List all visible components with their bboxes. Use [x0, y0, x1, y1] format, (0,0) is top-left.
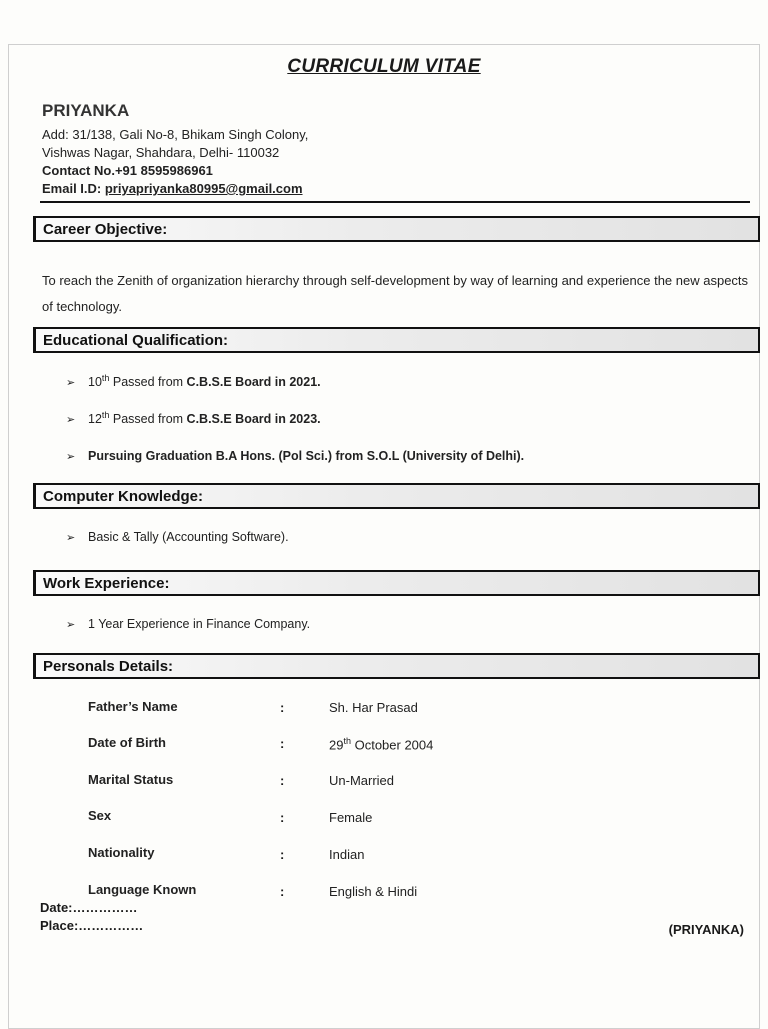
- dob-label: Date of Birth: [88, 735, 166, 750]
- dob-value: 29th October 2004: [329, 736, 434, 753]
- candidate-name: PRIYANKA: [42, 101, 130, 120]
- address-line-1: Add: 31/138, Gali No-8, Bhikam Singh Colony,: [42, 127, 309, 142]
- colon: :: [280, 773, 285, 788]
- father-name-value: Sh. Har Prasad: [329, 700, 418, 715]
- career-objective-text: To reach the Zenith of organization hierarchy through self-development by way of learning and experience the new aspects of technology.: [42, 273, 749, 314]
- section-computer-knowledge: [33, 483, 760, 509]
- signature-name: (PRIYANKA): [668, 922, 744, 937]
- colon: :: [280, 810, 285, 825]
- education-item-3: ➢ Pursuing Graduation B.A Hons. (Pol Sci.) from S.O.L (University of Delhi).: [66, 449, 525, 463]
- nationality-label: Nationality: [88, 845, 155, 860]
- language-value: English & Hindi: [329, 884, 418, 899]
- address-line-2: Vishwas Nagar, Shahdara, Delhi- 110032: [42, 145, 280, 160]
- section-career-objective: [33, 216, 760, 242]
- section-title: Personals Details:: [43, 658, 174, 675]
- place-field: Place:……………: [40, 918, 144, 933]
- father-name-label: Father’s Name: [88, 699, 178, 714]
- section-title: Computer Knowledge:: [43, 488, 203, 505]
- section-work-experience: [33, 570, 760, 596]
- marital-status-label: Marital Status: [88, 772, 174, 787]
- email-address[interactable]: priyapriyanka80995@gmail.com: [104, 181, 303, 196]
- education-item-2: ➢ 12th Passed from C.B.S.E Board in 2023.: [66, 410, 321, 427]
- work-experience-item: ➢ 1 Year Experience in Finance Company.: [66, 617, 311, 631]
- colon: :: [280, 700, 285, 715]
- computer-knowledge-item: ➢ Basic & Tally (Accounting Software).: [66, 530, 289, 544]
- marital-status-value: Un-Married: [329, 773, 395, 788]
- section-education: [33, 327, 760, 353]
- arrowhead-bullet-icon: ➢: [66, 532, 76, 544]
- sex-value: Female: [329, 810, 373, 825]
- section-title: Educational Qualification:: [43, 332, 229, 349]
- nationality-value: Indian: [329, 847, 365, 862]
- email-label: Email I.D:: [42, 181, 105, 196]
- education-item-1: ➢ 10th Passed from C.B.S.E Board in 2021.: [66, 373, 321, 390]
- section-personal-details: [33, 653, 760, 679]
- colon: :: [280, 736, 285, 751]
- language-label: Language Known: [88, 882, 197, 897]
- header-divider: [40, 201, 750, 203]
- section-title: Career Objective:: [43, 221, 168, 238]
- date-field: Date:……………: [40, 900, 138, 915]
- contact-number: Contact No.+91 8595986961: [42, 163, 213, 178]
- email-line: [42, 181, 303, 196]
- arrowhead-bullet-icon: ➢: [66, 451, 76, 463]
- sex-label: Sex: [88, 808, 112, 823]
- arrowhead-bullet-icon: ➢: [66, 619, 76, 631]
- arrowhead-bullet-icon: ➢: [66, 377, 76, 390]
- colon: :: [280, 884, 285, 899]
- section-title: Work Experience:: [43, 575, 170, 592]
- arrowhead-bullet-icon: ➢: [66, 414, 76, 427]
- colon: :: [280, 847, 285, 862]
- document-title: CURRICULUM VITAE: [287, 56, 481, 77]
